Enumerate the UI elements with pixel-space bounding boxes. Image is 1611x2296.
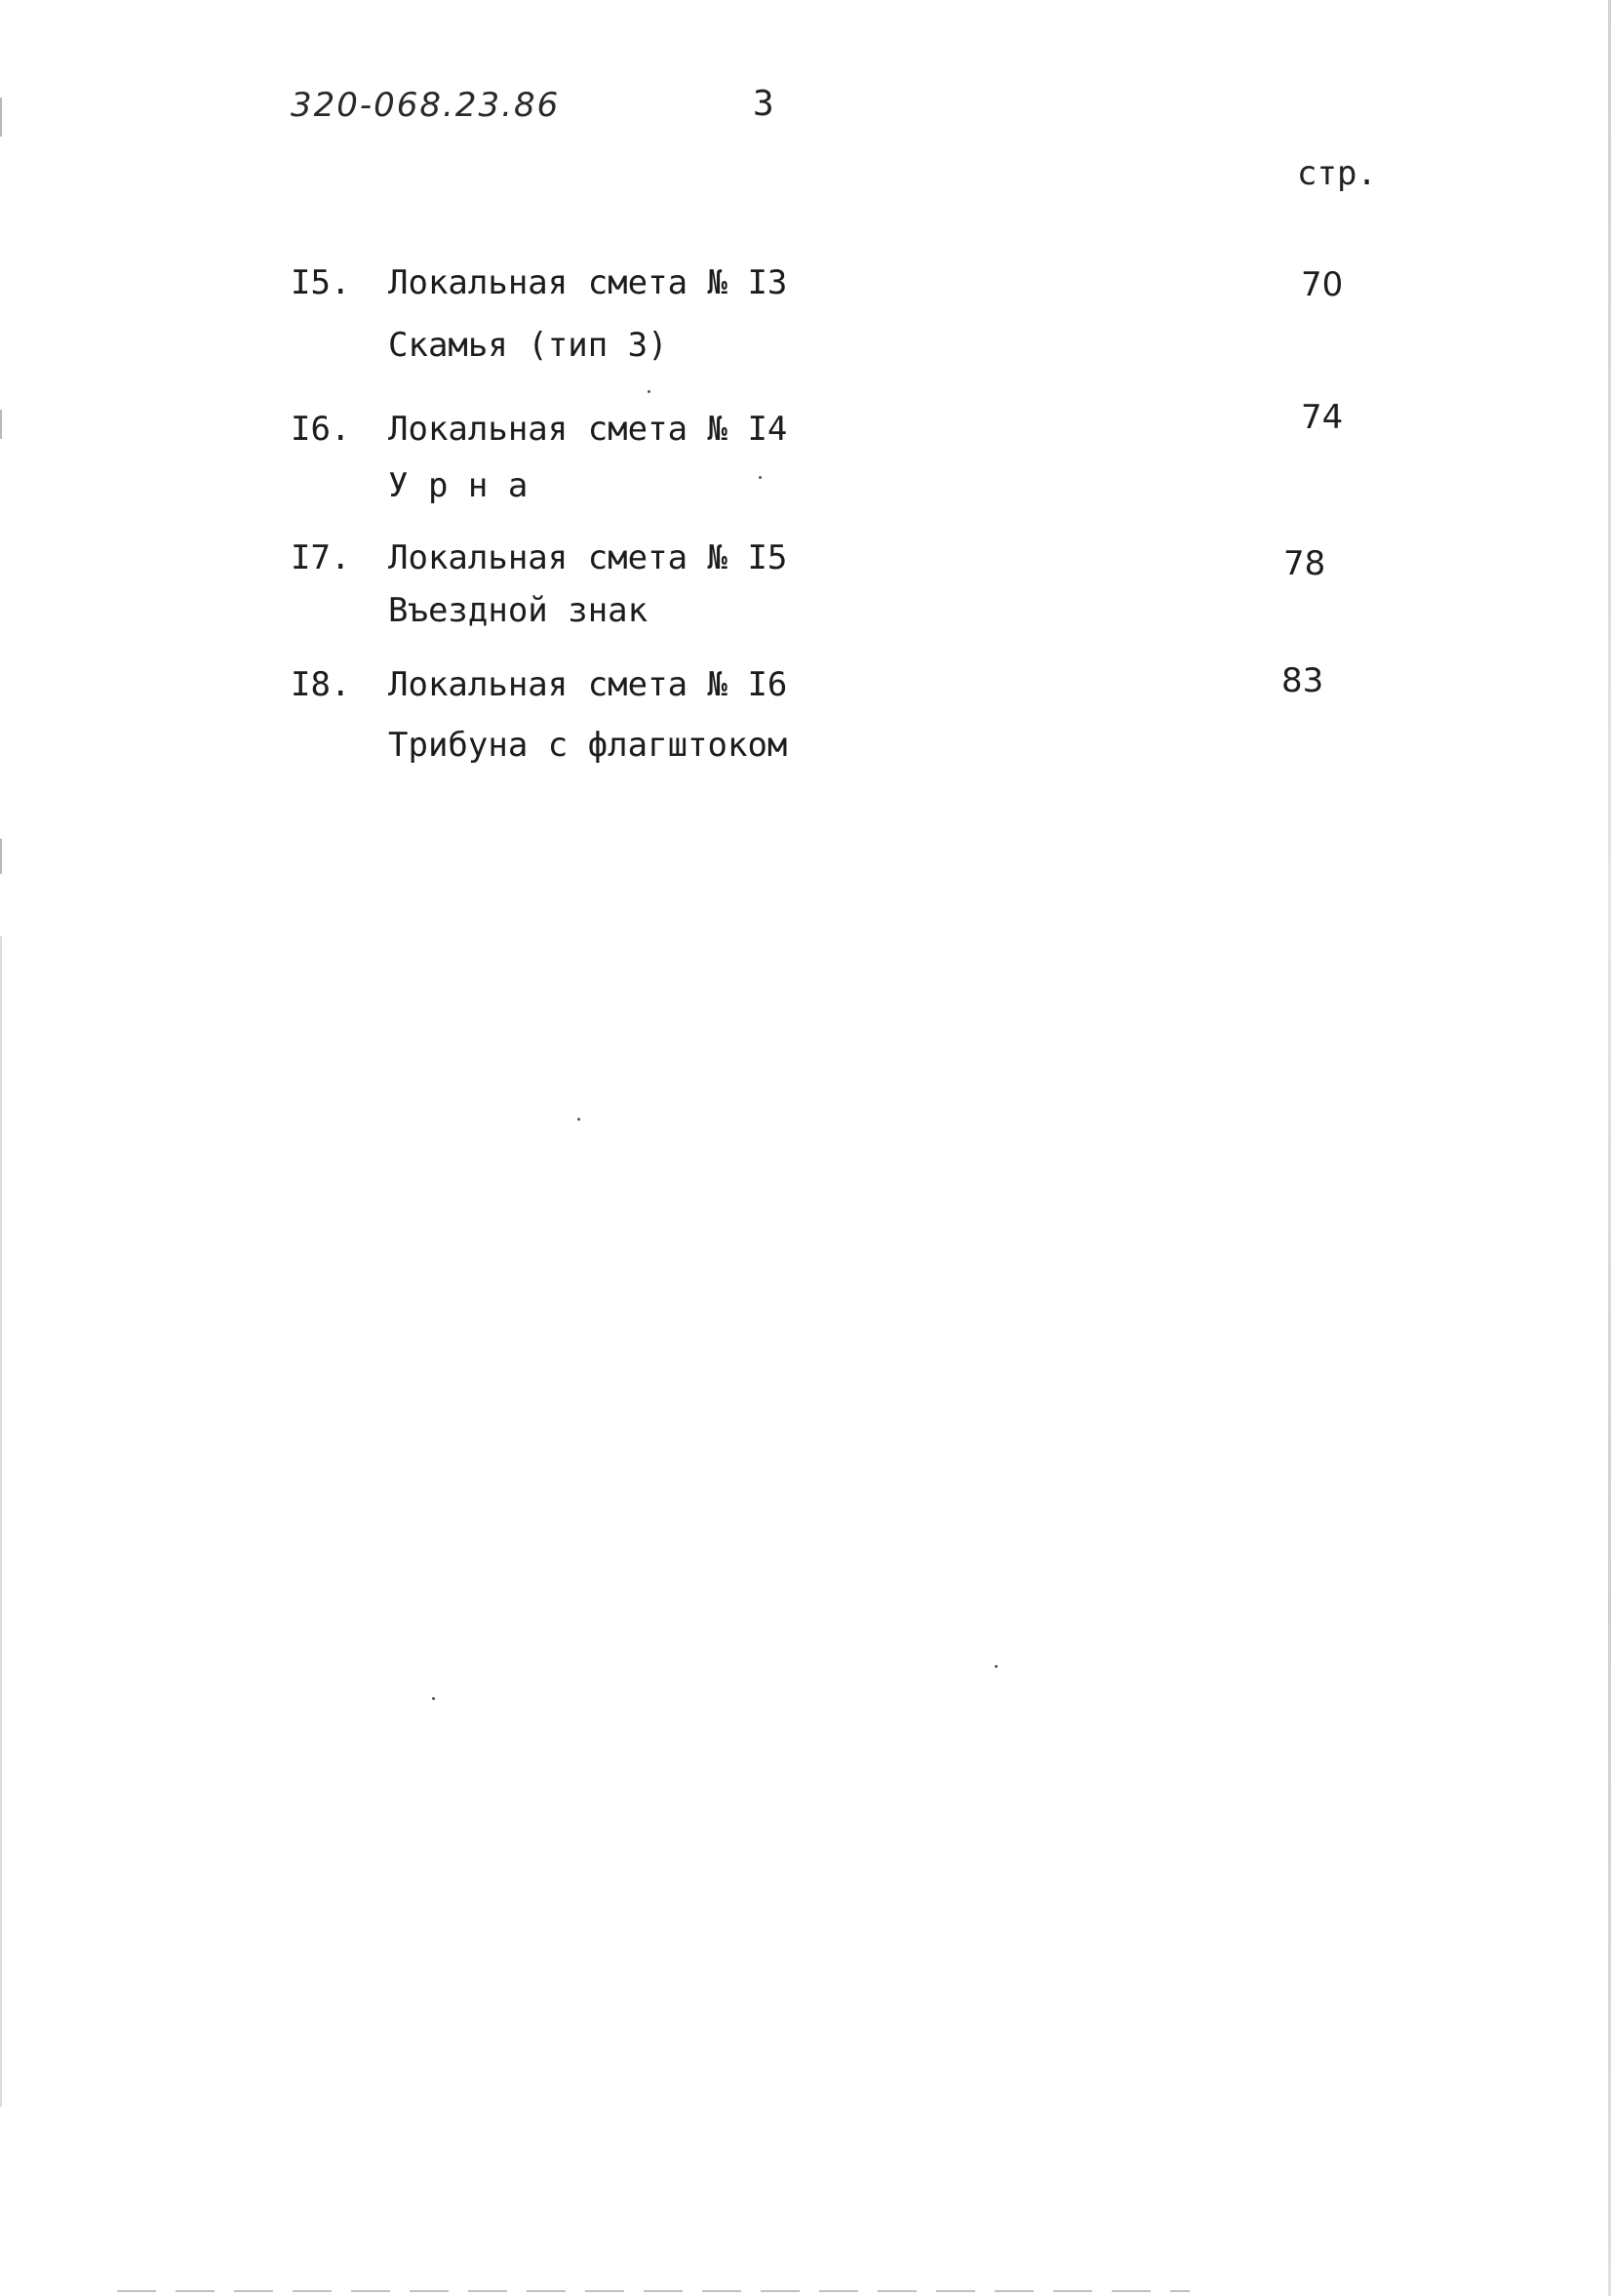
entry-title: Локальная смета № I5 [388, 538, 788, 577]
entry-number: I5. [291, 263, 351, 302]
entry-number: I6. [291, 410, 351, 449]
scan-speck [577, 1118, 580, 1121]
page-column-heading: стр. [1297, 154, 1377, 193]
scan-speck [995, 1665, 998, 1668]
entry-page: 78 [1283, 544, 1326, 583]
document-code: 320-068.23.86 [291, 86, 561, 125]
entry-subtitle: Трибуна с флагштоком [388, 726, 788, 765]
entry-number: I7. [291, 538, 351, 577]
entry-subtitle: У р н а [388, 466, 529, 505]
entry-subtitle: Скамья (тип 3) [388, 326, 668, 365]
entry-title: Локальная смета № I6 [388, 665, 788, 704]
entry-page: 74 [1301, 398, 1344, 437]
scan-margin-mark [0, 839, 2, 874]
entry-number: I8. [291, 665, 351, 704]
scan-speck [759, 476, 762, 479]
entry-page: 83 [1281, 661, 1324, 700]
entry-subtitle: Въездной знак [388, 591, 648, 630]
scan-margin-mark [0, 936, 2, 2107]
page-number: 3 [753, 84, 774, 124]
scan-margin-mark [0, 410, 2, 439]
entry-title: Локальная смета № I4 [388, 410, 788, 449]
scan-speck [432, 1697, 435, 1700]
scan-margin-mark [0, 98, 2, 137]
entry-title: Локальная смета № I3 [388, 263, 788, 302]
scan-speck [648, 390, 650, 393]
entry-page: 70 [1301, 265, 1344, 304]
scan-bottom-edge [117, 2290, 1190, 2292]
